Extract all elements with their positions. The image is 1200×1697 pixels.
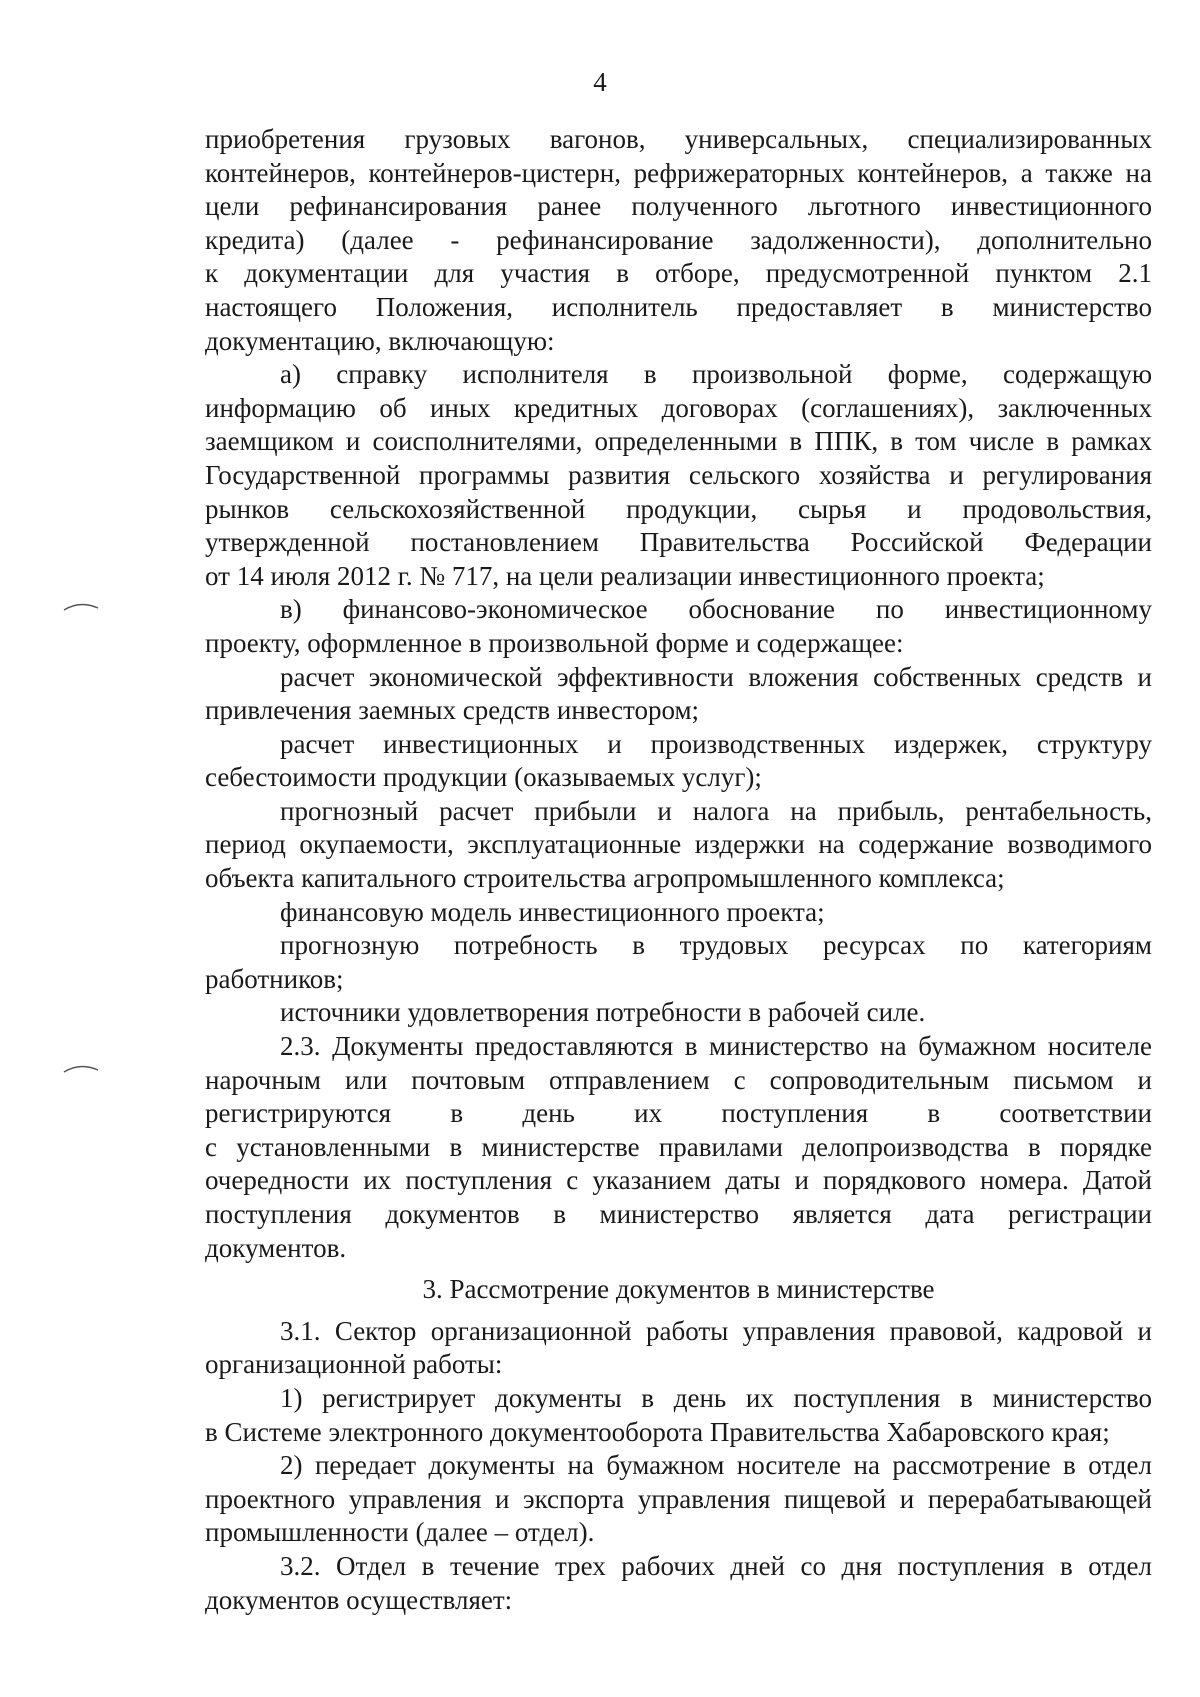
text-line: 2) передает документы на бумажном носителе на рассмотрение в отдел [280, 1450, 1152, 1481]
text-line: рынков сельскохозяйственной продукции, сырья и продовольствия, [205, 493, 1152, 524]
text-line: нарочным или почтовым отправлением с сопроводительным письмом и [205, 1064, 1152, 1095]
text-line: работников; [205, 963, 344, 994]
text-line: приобретения грузовых вагонов, универсальных, специализированных [205, 124, 1152, 154]
text-line: контейнеров, контейнеров-цистерн, рефрижераторных контейнеров, а также на [205, 157, 1152, 188]
text-line: а) справку исполнителя в произвольной форме, содержащую [280, 359, 1152, 390]
text-line: расчет инвестиционных и производственных издержек, структуру [280, 728, 1152, 759]
text-line: себестоимости продукции (оказываемых услуг); [205, 762, 762, 793]
section-heading: 3. Рассмотрение документов в министерстве [422, 1274, 935, 1305]
text-line: расчет экономической эффективности вложения собственных средств и [280, 661, 1152, 692]
spacer [205, 1307, 1152, 1315]
text-line: 1) регистрирует документы в день их поступления в министерство [280, 1382, 1152, 1413]
text-line: кредита) (далее - рефинансирование задолженности), дополнительно [205, 224, 1152, 255]
text-line: от 14 июля 2012 г. № 717, на цели реализации инвестиционного проекта; [205, 560, 1045, 591]
text-line: очередности их поступления с указанием даты и порядкового номера. Датой [205, 1165, 1152, 1196]
text-line: с установленными в министерстве правилами делопроизводства в порядке [205, 1131, 1152, 1162]
text-line: 2.3. Документы предоставляются в министерство на бумажном носителе [280, 1031, 1152, 1062]
document-body [205, 123, 1152, 1617]
text-line: 3.2. Отдел в течение трех рабочих дней со дня поступления в отдел [280, 1550, 1152, 1581]
text-line: Государственной программы развития сельского хозяйства и регулирования [205, 459, 1152, 490]
text-line: информацию об иных кредитных договорах (соглашениях), заключенных [205, 392, 1152, 423]
page-number: 4 [593, 67, 607, 97]
text-line: документов. [205, 1232, 347, 1263]
text-line: настоящего Положения, исполнитель предоставляет в министерство [205, 291, 1152, 322]
text-line: 3.1. Сектор организационной работы управления правовой, кадровой и [280, 1315, 1152, 1346]
text-line: заемщиком и соисполнителями, определенными в ППК, в том числе в рамках [205, 426, 1152, 457]
text-line: финансовую модель инвестиционного проекта; [280, 896, 825, 927]
text-line: проекту, оформленное в произвольной форме и содержащее: [205, 627, 904, 658]
text-line: период окупаемости, эксплуатационные издержки на содержание возводимого [205, 829, 1152, 860]
text-line: регистрируются в день их поступления в соответствии [205, 1098, 1152, 1129]
text-line: в) финансово-экономическое обоснование по инвестиционному [280, 594, 1152, 625]
text-line: источники удовлетворения потребности в рабочей силе. [280, 997, 926, 1028]
text-line: промышленности (далее – отдел). [205, 1517, 595, 1548]
text-line: прогнозную потребность в трудовых ресурсах по категориям [280, 930, 1152, 961]
spacer [205, 1265, 1152, 1273]
text-line: утвержденной постановлением Правительства Российской Федерации [205, 527, 1152, 558]
text-line: прогнозный расчет прибыли и налога на прибыль, рентабельность, [280, 795, 1152, 826]
text-line: документацию, включающую: [205, 325, 555, 356]
text-line: организационной работы: [205, 1349, 503, 1380]
text-line: к документации для участия в отборе, предусмотренной пунктом 2.1 [205, 258, 1152, 289]
text-line: поступления документов в министерство является дата регистрации [205, 1199, 1152, 1229]
text-line: привлечения заемных средств инвестором; [205, 695, 700, 726]
text-line: проектного управления и экспорта управления пищевой и перерабатывающей [205, 1483, 1152, 1514]
text-line: объекта капитального строительства агропромышленного комплекса; [205, 863, 1005, 894]
text-line: цели рефинансирования ранее полученного льготного инвестиционного [205, 191, 1152, 222]
text-line: документов осуществляет: [205, 1584, 513, 1615]
scan-mark-top [62, 598, 102, 618]
scan-mark-bottom [62, 1060, 102, 1080]
text-line: в Системе электронного документооборота Правительства Хабаровского края; [205, 1416, 1110, 1447]
